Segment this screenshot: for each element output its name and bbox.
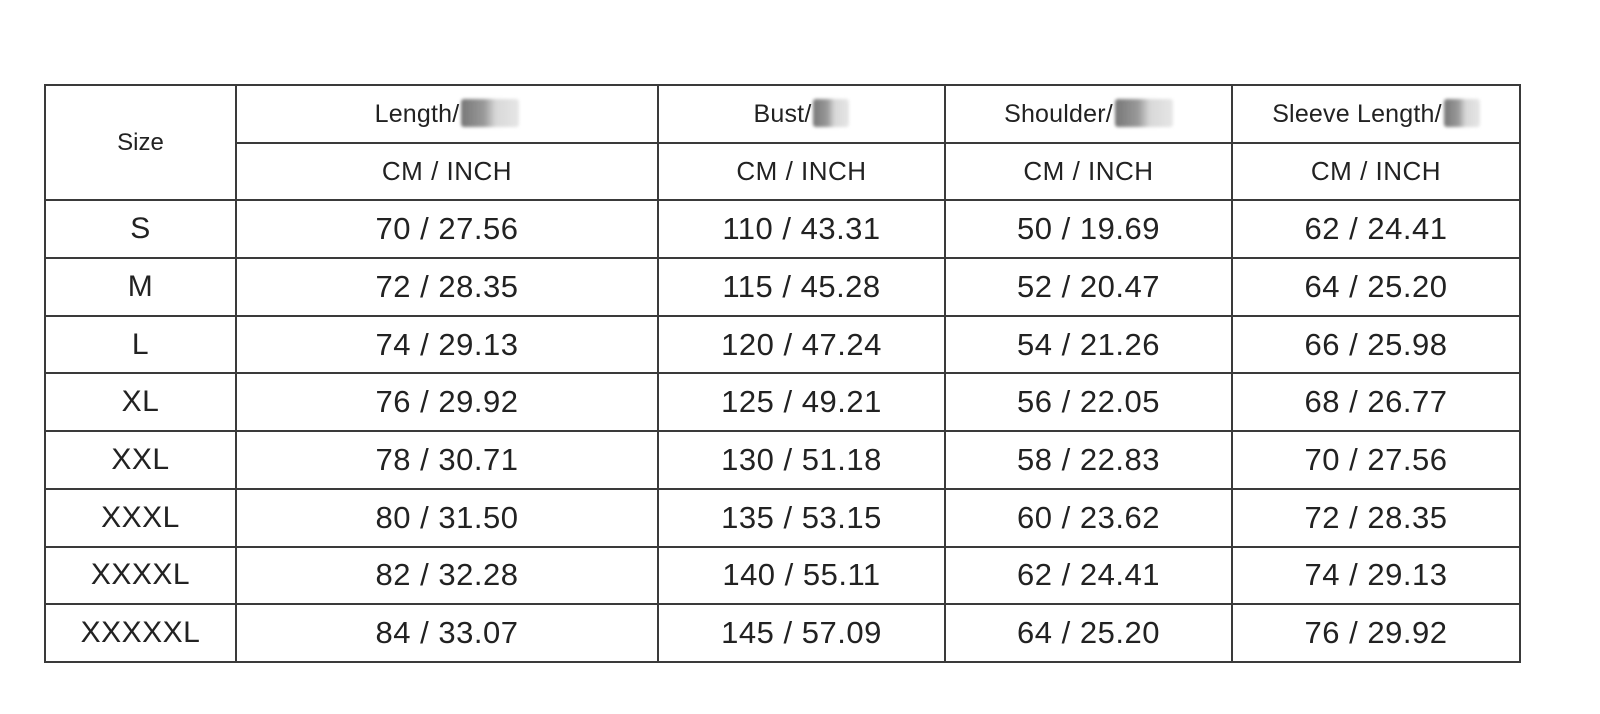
size-cell: XXXXL bbox=[45, 547, 236, 605]
table-row bbox=[45, 200, 1520, 258]
length-value: 76 / 29.92 bbox=[236, 373, 658, 431]
sleeve-length-value: 72 / 28.35 bbox=[1232, 489, 1520, 547]
blurred-text-mark bbox=[1444, 99, 1480, 127]
bust-value: 110 / 43.31 bbox=[658, 200, 945, 258]
blurred-text-mark bbox=[813, 99, 849, 127]
sleeve-length-header-label: Sleeve Length/ bbox=[1272, 99, 1442, 128]
size-cell: XXXL bbox=[45, 489, 236, 547]
table-row bbox=[45, 489, 1520, 547]
length-column-header bbox=[236, 85, 658, 143]
sleeve-length-unit-header: CM / INCH bbox=[1232, 143, 1520, 201]
bust-value: 140 / 55.11 bbox=[658, 547, 945, 605]
bust-value: 145 / 57.09 bbox=[658, 604, 945, 662]
length-value: 70 / 27.56 bbox=[236, 200, 658, 258]
table-row bbox=[45, 431, 1520, 489]
sleeve-length-column-header bbox=[1232, 85, 1520, 143]
sleeve-length-value: 70 / 27.56 bbox=[1232, 431, 1520, 489]
length-value: 74 / 29.13 bbox=[236, 316, 658, 374]
size-cell: XXL bbox=[45, 431, 236, 489]
length-header-label: Length/ bbox=[374, 99, 460, 128]
table-body bbox=[45, 200, 1520, 662]
shoulder-value: 52 / 20.47 bbox=[945, 258, 1232, 316]
length-value: 82 / 32.28 bbox=[236, 547, 658, 605]
bust-value: 120 / 47.24 bbox=[658, 316, 945, 374]
shoulder-value: 54 / 21.26 bbox=[945, 316, 1232, 374]
table-row bbox=[45, 258, 1520, 316]
bust-header-label: Bust/ bbox=[753, 99, 812, 128]
sleeve-length-value: 68 / 26.77 bbox=[1232, 373, 1520, 431]
table-row bbox=[45, 373, 1520, 431]
length-value: 84 / 33.07 bbox=[236, 604, 658, 662]
header-row-units bbox=[45, 143, 1520, 201]
sleeve-length-value: 66 / 25.98 bbox=[1232, 316, 1520, 374]
shoulder-column-header bbox=[945, 85, 1232, 143]
blurred-text-mark bbox=[1115, 99, 1173, 127]
length-value: 72 / 28.35 bbox=[236, 258, 658, 316]
bust-unit-header: CM / INCH bbox=[658, 143, 945, 201]
shoulder-value: 50 / 19.69 bbox=[945, 200, 1232, 258]
size-cell: XXXXXL bbox=[45, 604, 236, 662]
shoulder-header-label: Shoulder/ bbox=[1004, 99, 1113, 128]
header-row-titles bbox=[45, 85, 1520, 143]
table-row bbox=[45, 547, 1520, 605]
shoulder-value: 64 / 25.20 bbox=[945, 604, 1232, 662]
shoulder-value: 60 / 23.62 bbox=[945, 489, 1232, 547]
shoulder-value: 58 / 22.83 bbox=[945, 431, 1232, 489]
size-cell: M bbox=[45, 258, 236, 316]
bust-value: 125 / 49.21 bbox=[658, 373, 945, 431]
length-value: 78 / 30.71 bbox=[236, 431, 658, 489]
size-chart-table bbox=[44, 84, 1521, 663]
size-cell: XL bbox=[45, 373, 236, 431]
shoulder-unit-header: CM / INCH bbox=[945, 143, 1232, 201]
length-value: 80 / 31.50 bbox=[236, 489, 658, 547]
blurred-text-mark bbox=[461, 99, 519, 127]
size-cell: S bbox=[45, 200, 236, 258]
sleeve-length-value: 62 / 24.41 bbox=[1232, 200, 1520, 258]
size-column-header: Size bbox=[45, 85, 236, 200]
shoulder-value: 56 / 22.05 bbox=[945, 373, 1232, 431]
sleeve-length-value: 74 / 29.13 bbox=[1232, 547, 1520, 605]
length-unit-header: CM / INCH bbox=[236, 143, 658, 201]
bust-column-header bbox=[658, 85, 945, 143]
table-header bbox=[45, 85, 1520, 200]
sleeve-length-value: 64 / 25.20 bbox=[1232, 258, 1520, 316]
table-row bbox=[45, 604, 1520, 662]
bust-value: 135 / 53.15 bbox=[658, 489, 945, 547]
table-row bbox=[45, 316, 1520, 374]
shoulder-value: 62 / 24.41 bbox=[945, 547, 1232, 605]
bust-value: 130 / 51.18 bbox=[658, 431, 945, 489]
bust-value: 115 / 45.28 bbox=[658, 258, 945, 316]
size-cell: L bbox=[45, 316, 236, 374]
sleeve-length-value: 76 / 29.92 bbox=[1232, 604, 1520, 662]
